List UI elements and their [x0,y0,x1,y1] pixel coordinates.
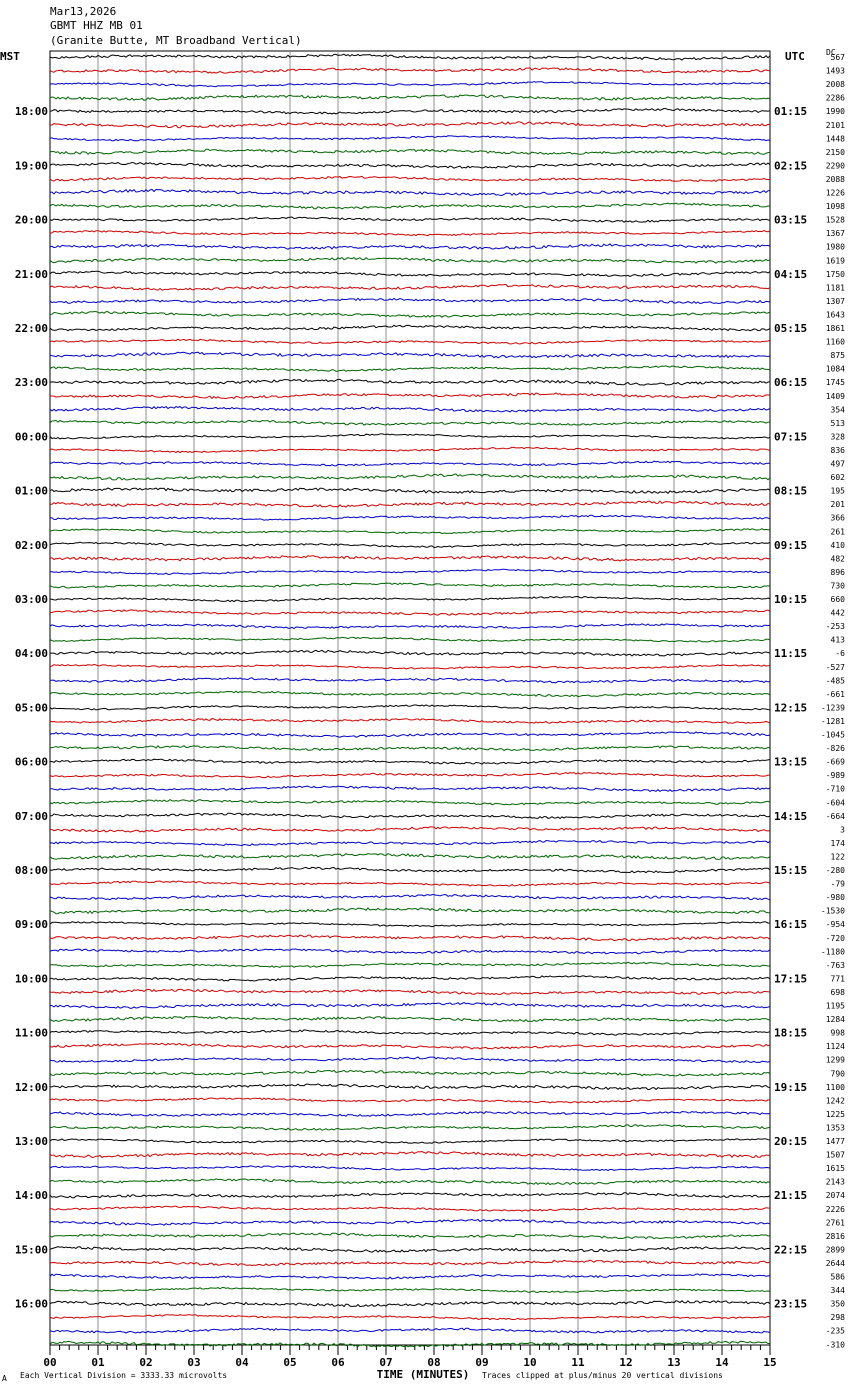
left-hour-label: 14:00 [14,1189,48,1203]
trace-offset-label: 1242 [825,1096,845,1106]
trace-line [50,542,770,547]
trace-offset-label: 1181 [825,283,845,293]
trace-line [50,1179,770,1185]
left-hour-label: 11:00 [14,1026,48,1040]
trace-offset-label: 350 [830,1299,845,1309]
trace-line [50,1152,770,1158]
trace-offset-label: 122 [830,852,845,862]
trace-offset-label: -253 [825,622,845,632]
trace-line [50,203,770,209]
trace-offset-label: 2088 [825,174,845,184]
trace-offset-label: 1353 [825,1123,845,1133]
trace-line [50,407,770,412]
left-hour-label: 22:00 [14,322,48,335]
trace-offset-label: 354 [830,405,845,415]
x-tick-label: 14 [715,1356,729,1369]
left-hour-label: 06:00 [14,755,48,769]
trace-offset-label: 1225 [825,1109,845,1119]
x-tick-label: 15 [763,1356,777,1369]
trace-offset-label: 497 [830,459,845,469]
trace-line [50,244,770,249]
trace-line [50,108,770,114]
trace-line [50,1315,770,1320]
trace-offset-label: 174 [830,838,845,848]
x-tick-label: 07 [379,1356,393,1369]
trace-offset-label: 1745 [825,378,845,388]
trace-offset-label: 1160 [825,337,845,347]
trace-line [50,705,770,710]
trace-line [50,122,770,128]
trace-line [50,962,770,967]
x-tick-label: 05 [283,1356,297,1369]
trace-offset-label: 998 [830,1028,845,1038]
right-hour-label: 16:15 [774,918,808,932]
trace-line [50,1057,770,1063]
trace-offset-label: 328 [830,432,845,442]
trace-offset-label: -763 [825,960,845,970]
trace-offset-label: -669 [825,757,845,767]
trace-offset-label: 836 [830,445,845,455]
trace-offset-label: 2286 [825,93,845,103]
trace-line [50,976,770,981]
trace-offset-label: 2150 [825,147,845,157]
trace-offset-label: 442 [830,608,845,618]
trace-line [50,1341,770,1347]
trace-line [50,1016,770,1021]
trace-line [50,1247,770,1253]
trace-line [50,881,770,886]
right-hour-label: 10:15 [774,593,808,606]
trace-line [50,719,770,724]
trace-offset-label: -989 [825,771,845,781]
trace-line [50,922,770,927]
trace-line [50,474,770,480]
right-hour-label: 22:15 [774,1243,808,1257]
trace-line [50,556,770,561]
trace-line [50,163,770,169]
trace-line [50,637,770,642]
x-tick-label: 12 [619,1356,633,1369]
trace-offset-label: 2008 [825,80,845,90]
trace-line [50,624,770,629]
trace-offset-label: 1084 [825,364,845,374]
trace-offset-label: 586 [830,1272,845,1282]
trace-offset-label: 1643 [825,310,845,320]
left-hour-label: 12:00 [14,1080,48,1094]
right-hour-label: 03:15 [774,213,808,227]
trace-offset-label: -235 [825,1326,845,1336]
trace-line [50,461,770,466]
station-code: GBMT HHZ MB 01 [50,19,143,32]
trace-offset-label: -6 [835,649,845,659]
left-hour-label: 19:00 [14,159,48,173]
left-hour-label: 10:00 [14,972,48,986]
trace-offset-label: 344 [830,1286,845,1296]
trace-line [50,732,770,737]
trace-offset-label: -1045 [820,730,845,740]
trace-line [50,989,770,994]
x-tick-label: 03 [187,1356,201,1369]
trace-offset-label: 2290 [825,161,845,171]
trace-line [50,908,770,914]
x-tick-label: 02 [139,1356,153,1369]
trace-offset-label: -280 [825,866,845,875]
left-hour-label: 20:00 [14,213,48,227]
trace-offset-label: 2074 [825,1191,845,1201]
trace-offset-label: 1619 [825,256,845,266]
trace-line [50,1206,770,1211]
left-hour-label: 02:00 [14,538,48,552]
trace-line [50,895,770,900]
right-hour-label: 05:15 [774,322,808,335]
trace-line [50,271,770,276]
trace-line [50,1260,770,1265]
trace-line [50,1193,770,1198]
trace-offset-label: -485 [825,676,845,686]
left-hour-label: 23:00 [14,376,48,390]
trace-offset-label: -1530 [820,906,845,916]
trace-line [50,176,770,181]
trace-offset-label: 1409 [825,391,845,401]
trace-offset-label: -664 [825,811,845,821]
trace-offset-label: 1100 [825,1082,845,1092]
trace-offset-label: 482 [830,554,845,564]
trace-offset-label: -710 [825,784,845,794]
trace-line [50,935,770,941]
trace-offset-label: 1507 [825,1150,845,1160]
trace-offset-label: 1615 [825,1164,845,1174]
left-hour-label: 08:00 [14,864,48,877]
trace-offset-label: 2101 [825,120,845,130]
trace-offset-label: 298 [830,1313,845,1323]
trace-line [50,231,770,236]
trace-offset-label: 602 [830,473,845,483]
trace-offset-label: -826 [825,744,845,754]
trace-offset-label: -720 [825,933,845,943]
right-hour-label: 15:15 [774,864,808,877]
trace-line [50,325,770,330]
trace-offset-label: -1239 [820,703,845,713]
trace-offset-label: 261 [830,527,845,537]
trace-line [50,95,770,100]
left-hour-label: 04:00 [14,647,48,661]
trace-offset-label: 1528 [825,215,845,225]
trace-line [50,515,770,520]
right-hour-label: 21:15 [774,1189,808,1203]
right-hour-label: 20:15 [774,1135,808,1148]
trace-offset-label: -1281 [820,716,845,726]
right-hour-label: 18:15 [774,1026,808,1040]
trace-line [50,258,770,264]
trace-offset-label: 1493 [825,66,845,76]
trace-line [50,664,770,669]
trace-offset-label: -1180 [820,947,845,957]
trace-line [50,285,770,291]
trace-line [50,529,770,534]
trace-line [50,569,770,574]
trace-lines [50,54,770,1347]
trace-offset-label: -527 [825,662,845,672]
trace-offset-label: 1367 [825,229,845,239]
trace-line [50,827,770,832]
trace-offset-label: 1861 [825,324,845,333]
vertical-scale-note: Each Vertical Division = 3333.33 microvolts [20,1371,228,1380]
trace-line [50,1030,770,1035]
right-hour-label: 01:15 [774,105,808,119]
trace-line [50,82,770,87]
x-tick-label: 01 [91,1356,105,1369]
trace-offset-label: 875 [830,351,845,361]
x-tick-label: 13 [667,1356,681,1369]
trace-line [50,786,770,791]
trace-line [50,1233,770,1239]
trace-line [50,841,770,846]
trace-line [50,800,770,805]
left-hour-label: 15:00 [14,1243,48,1257]
right-hour-label: 11:15 [774,647,808,661]
trace-line [50,1112,770,1117]
trace-offset-label: 896 [830,567,845,577]
left-hour-label: 00:00 [14,430,48,444]
left-hour-label: 05:00 [14,701,48,715]
trace-line [50,501,770,507]
trace-offset-label: -980 [825,893,845,903]
right-hour-label: 08:15 [774,484,808,498]
trace-line [50,136,770,141]
trace-line [50,1328,770,1333]
trace-offset-label: 1990 [825,107,845,117]
right-hour-label: 17:15 [774,972,808,986]
corner-mark: A [2,1374,7,1383]
dc-offset-header: DC [826,48,836,57]
x-tick-label: 08 [427,1356,441,1369]
trace-line [50,1003,770,1009]
trace-offset-label: 513 [830,418,845,428]
trace-line [50,650,770,656]
trace-offset-label: 1226 [825,188,845,198]
trace-offset-label: 201 [830,500,845,510]
trace-offset-label: 567 [830,53,845,62]
right-hour-label: 02:15 [774,159,808,173]
record-date: Mar13,2026 [50,5,117,18]
trace-line [50,759,770,764]
trace-offset-label: 2143 [825,1177,845,1187]
trace-offset-label: 2226 [825,1204,845,1214]
trace-offset-label: 2761 [825,1218,845,1228]
clipping-note: Traces clipped at plus/minus 20 vertical divisions [482,1371,723,1380]
x-tick-label: 06 [331,1356,345,1369]
trace-offset-label: 790 [830,1069,845,1079]
trace-offset-label: 1124 [825,1042,845,1052]
right-hour-label: 12:15 [774,701,808,715]
station-location: (Granite Butte, MT Broadband Vertical) [50,34,302,47]
trace-line [50,434,770,439]
left-hour-label: 09:00 [14,918,48,932]
right-hour-label: 19:15 [774,1080,808,1094]
trace-line [50,691,770,697]
trace-line [50,867,770,872]
trace-offset-label: 1307 [825,296,845,306]
trace-line [50,610,770,615]
right-hour-label: 07:15 [774,430,808,444]
trace-offset-label: -604 [825,798,845,808]
trace-offset-label: 1980 [825,242,845,252]
trace-line [50,366,770,371]
x-tick-label: 00 [43,1356,57,1369]
right-timezone-label: UTC [785,50,805,63]
trace-offset-label: 2899 [825,1245,845,1255]
left-timezone-label: MST [0,50,20,63]
left-hour-label: 03:00 [14,593,48,606]
trace-line [50,1274,770,1279]
trace-offset-label: -310 [825,1340,845,1350]
trace-offset-label: -79 [830,879,845,889]
trace-offset-label: 730 [830,581,845,591]
trace-offset-label: 1299 [825,1055,845,1065]
trace-line [50,1288,770,1293]
trace-line [50,189,770,195]
trace-offset-label: 1750 [825,269,845,279]
trace-line [50,1125,770,1130]
trace-offset-label: 1448 [825,134,845,144]
x-tick-label: 09 [475,1356,489,1369]
trace-line [50,854,770,860]
trace-offset-label: 1195 [825,1001,845,1011]
left-hour-label: 16:00 [14,1297,48,1311]
right-hour-label: 04:15 [774,267,808,281]
trace-offset-label: 413 [830,635,845,645]
trace-offset-label: 195 [830,486,845,496]
x-tick-label: 04 [235,1356,249,1369]
x-tick-label: 10 [523,1356,537,1369]
right-hour-label: 13:15 [774,755,808,769]
trace-line [50,1139,770,1144]
trace-line [50,678,770,683]
right-hour-label: 06:15 [774,376,808,390]
trace-line [50,68,770,73]
trace-line [50,339,770,344]
trace-line [50,813,770,818]
trace-line [50,298,770,303]
trace-line [50,447,770,452]
trace-offset-label: 410 [830,540,845,550]
trace-offset-label: -661 [825,689,845,699]
trace-offset-label: 1098 [825,202,845,212]
trace-line [50,583,770,588]
trace-line [50,420,770,425]
trace-line [50,393,770,399]
trace-line [50,597,770,602]
x-tick-label: 11 [571,1356,585,1369]
left-hour-label: 18:00 [14,105,48,119]
trace-line [50,379,770,385]
trace-line [50,1301,770,1307]
trace-line [50,1043,770,1049]
trace-line [50,1070,770,1076]
trace-offset-label: 366 [830,513,845,523]
trace-line [50,352,770,358]
trace-offset-label: 2644 [825,1258,845,1268]
axis-labels [15,53,845,1369]
right-hour-label: 14:15 [774,809,808,823]
trace-line [50,217,770,222]
trace-line [50,949,770,954]
trace-line [50,1098,770,1103]
trace-offset-label: 660 [830,595,845,604]
trace-offset-label: 771 [830,974,845,984]
trace-offset-label: 2816 [825,1231,845,1241]
right-hour-label: 09:15 [774,538,808,552]
left-hour-label: 07:00 [14,809,48,823]
right-hour-label: 23:15 [774,1297,808,1311]
trace-line [50,312,770,318]
trace-offset-label: -954 [825,920,845,930]
trace-line [50,488,770,493]
trace-offset-label: 1477 [825,1137,845,1146]
trace-offset-label: 1284 [825,1015,845,1025]
x-axis-title: TIME (MINUTES) [376,1368,470,1381]
trace-line [50,54,770,60]
left-hour-label: 01:00 [14,484,48,498]
trace-line [50,1166,770,1171]
trace-offset-label: 698 [830,987,845,997]
trace-line [50,746,770,751]
trace-line [50,1084,770,1090]
left-hour-label: 21:00 [14,267,48,281]
trace-offset-label: 3 [840,825,845,835]
trace-line [50,149,770,154]
trace-line [50,1219,770,1225]
left-hour-label: 13:00 [14,1135,48,1148]
trace-line [50,773,770,778]
